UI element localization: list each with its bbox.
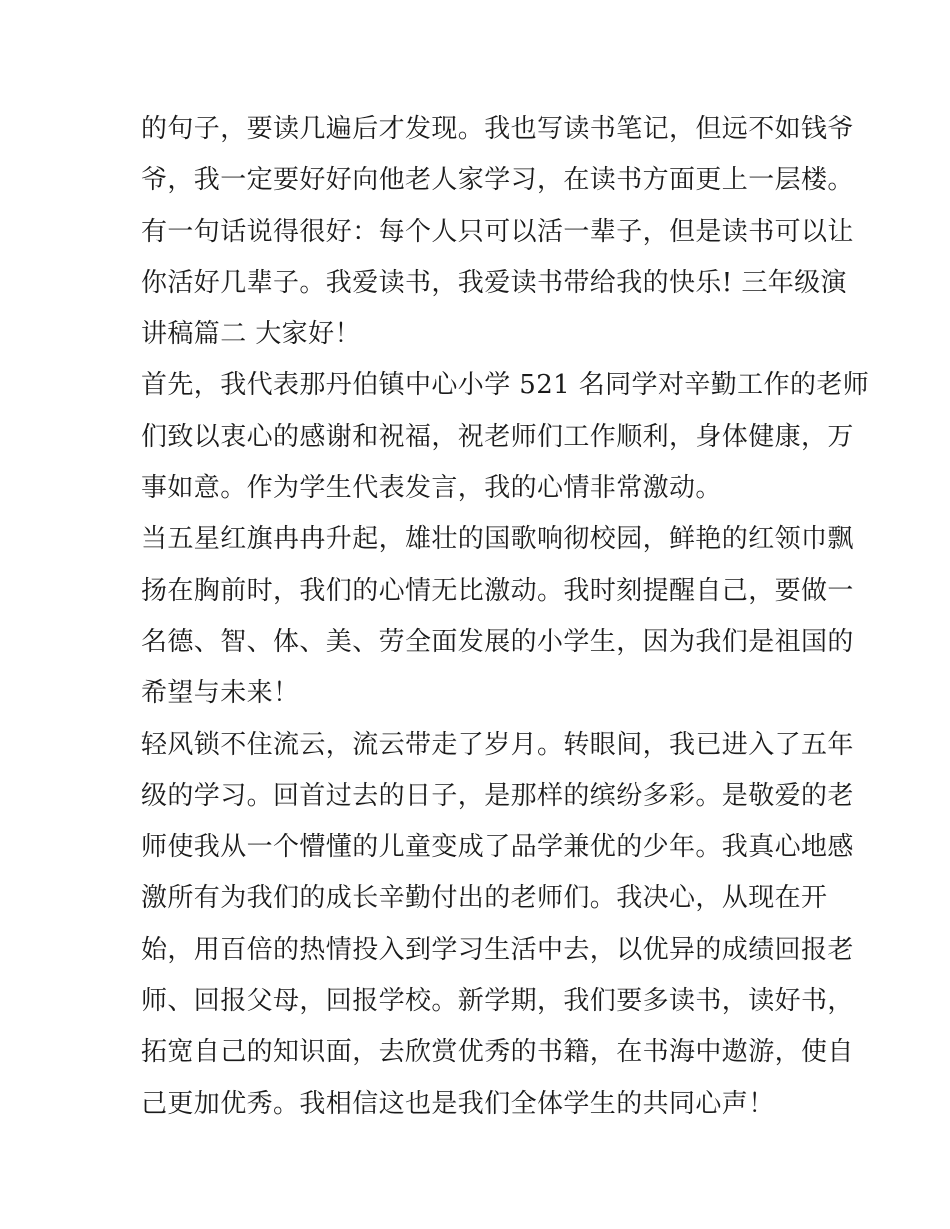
text-line: 事如意。作为学生代表发言，我的心情非常激动。 [141,473,722,504]
text-line: 扬在胸前时，我们的心情无比激动。我时刻提醒自己，要做一 [141,575,854,606]
text-line: 你活好几辈子。我爱读书，我爱读书带给我的快乐! 三年级演 [141,267,847,298]
text-line: 爷，我一定要好好向他老人家学习，在读书方面更上一层楼。 [141,165,854,196]
text-line: 们致以衷心的感谢和祝福，祝老师们工作顺利，身体健康，万 [141,421,854,452]
text-line: 始，用百倍的热情投入到学习生活中去，以优异的成绩回报老 [141,934,854,965]
text-line: 师使我从一个懵懂的儿童变成了品学兼优的少年。我真心地感 [141,832,854,863]
text-line: 希望与未来！ [141,678,300,709]
document-body [141,104,870,1130]
text-line: 轻风锁不住流云，流云带走了岁月。转眼间，我已进入了五年 [141,729,854,760]
text-line: 有一句话说得很好：每个人只可以活一辈子，但是读书可以让 [141,216,854,247]
text-line: 级的学习。回首过去的日子，是那样的缤纷多彩。是敬爱的老 [141,780,854,811]
text-line: 激所有为我们的成长辛勤付出的老师们。我决心，从现在开 [141,883,828,914]
text-line: 拓宽自己的知识面，去欣赏优秀的书籍，在书海中遨游，使自 [141,1037,854,1068]
text-line: 的句子，要读几遍后才发现。我也写读书笔记，但远不如钱爷 [141,114,854,144]
text-line: 首先，我代表那丹伯镇中心小学 521 名同学对辛勤工作的老师 [141,370,870,401]
text-line: 己更加优秀。我相信这也是我们全体学生的共同心声！ [141,1088,775,1119]
text-line: 名德、智、体、美、劳全面发展的小学生，因为我们是祖国的 [141,626,854,657]
text-line: 讲稿篇二 大家好！ [141,319,361,350]
text-line: 师、回报父母，回报学校。新学期，我们要多读书，读好书， [141,986,854,1017]
text-line: 当五星红旗冉冉升起，雄壮的国歌响彻校园，鲜艳的红领巾飘 [141,524,854,555]
